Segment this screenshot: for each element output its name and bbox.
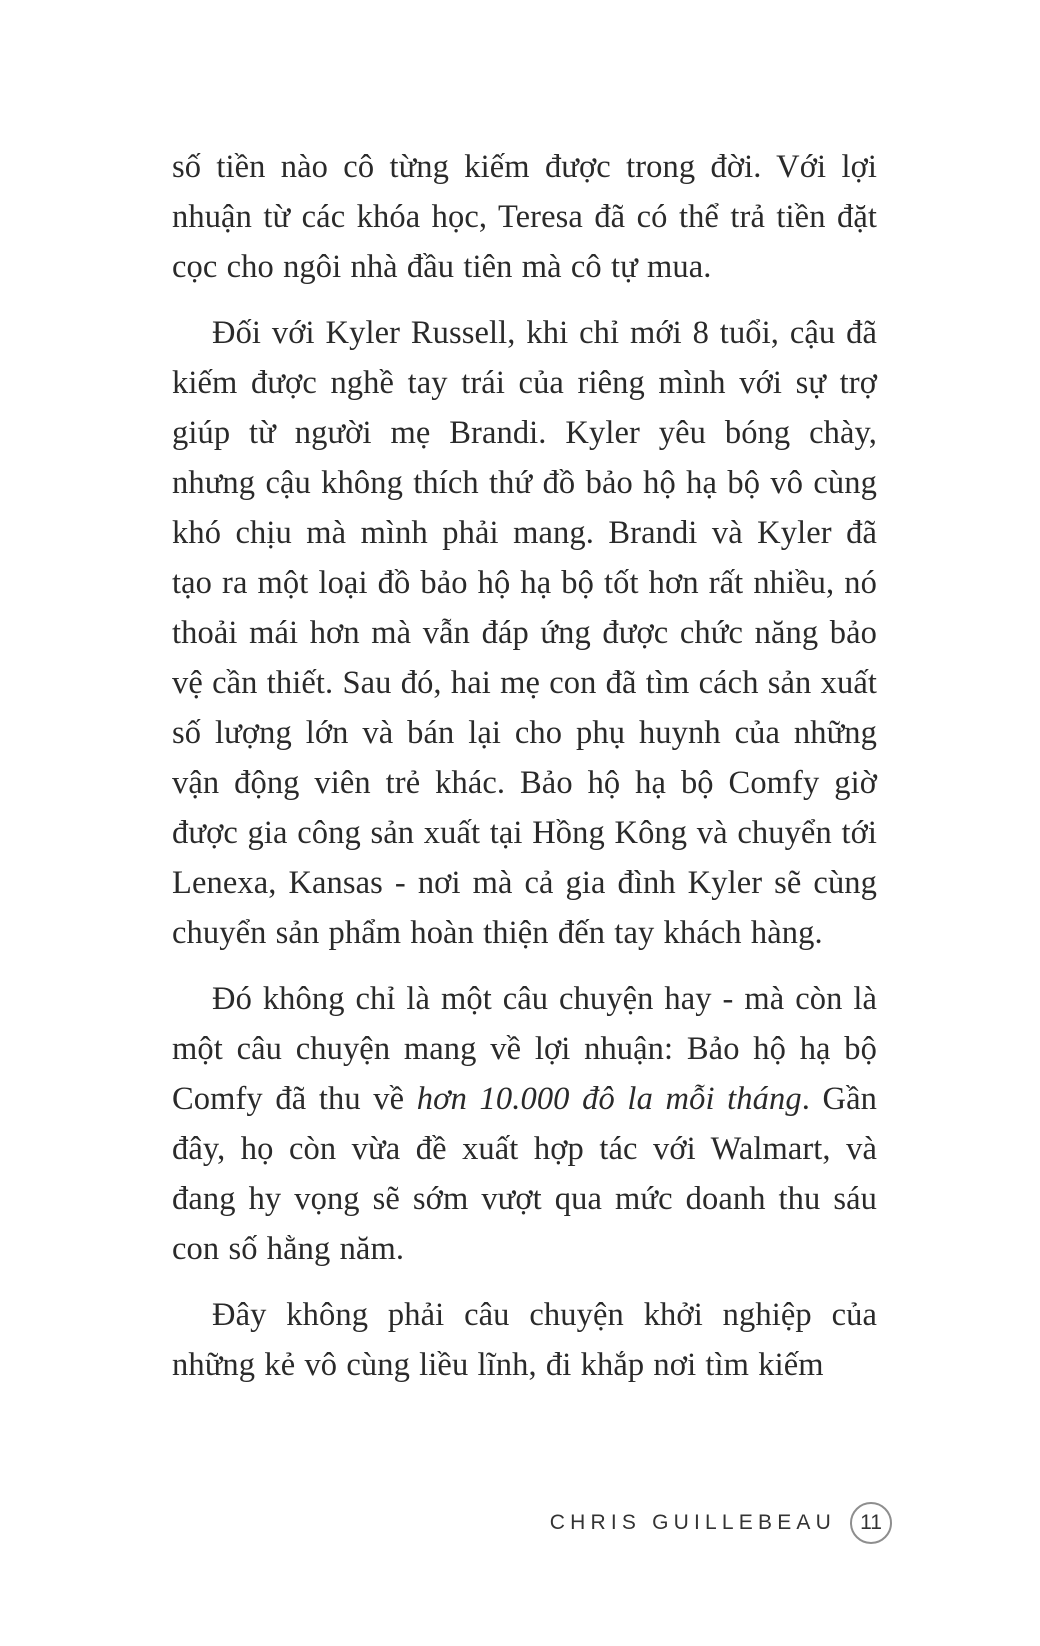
paragraph-text-part: . Gần đây, họ còn vừa đề xuất hợp tác với Walmart, và đang hy vọng sẽ sớm vượt qua mức doanh thu sáu con số hằng năm.	[172, 1081, 877, 1267]
italic-emphasis: hơn 10.000 đô la mỗi tháng	[416, 1081, 802, 1117]
paragraph-profit-story	[172, 974, 877, 1274]
page-number: 11	[850, 1502, 892, 1544]
running-footer-author: CHRIS GUILLEBEAU	[549, 1511, 836, 1534]
paragraph-text-part: Đó không chỉ là một câu chuyện hay - mà còn là một câu chuyện mang về lợi nhuận: Bảo hộ hạ bộ Comfy đã thu về	[172, 981, 877, 1117]
paragraph-startup-story: Đây không phải câu chuyện khởi nghiệp của những kẻ vô cùng liều lĩnh, đi khắp nơi tìm kiếm	[172, 1297, 877, 1383]
page-footer	[550, 1502, 892, 1544]
paragraph-continuation: số tiền nào cô từng kiếm được trong đời. Với lợi nhuận từ các khóa học, Teresa đã có thể trả tiền đặt cọc cho ngôi nhà đầu tiên mà cô tự mua.	[172, 149, 877, 285]
paragraph-kyler-russell: Đối với Kyler Russell, khi chỉ mới 8 tuổi, cậu đã kiếm được nghề tay trái của riêng mình với sự trợ giúp từ người mẹ Brandi. Kyler yêu bóng chày, nhưng cậu không thích thứ đồ bảo hộ hạ bộ vô cùng khó chịu mà mình phải mang. Brandi và Kyler đã tạo ra một loại đồ bảo hộ hạ bộ tốt hơn rất nhiều, nó thoải mái hơn mà vẫn đáp ứng được chức năng bảo vệ cần thiết. Sau đó, hai mẹ con đã tìm cách sản xuất số lượng lớn và bán lại cho phụ huynh của những vận động viên trẻ khác. Bảo hộ hạ bộ Comfy giờ được gia công sản xuất tại Hồng Kông và chuyển tới Lenexa, Kansas - nơi mà cả gia đình Kyler sẽ cùng chuyển sản phẩm hoàn thiện đến tay khách hàng.	[172, 315, 877, 951]
body-text	[172, 142, 877, 1390]
